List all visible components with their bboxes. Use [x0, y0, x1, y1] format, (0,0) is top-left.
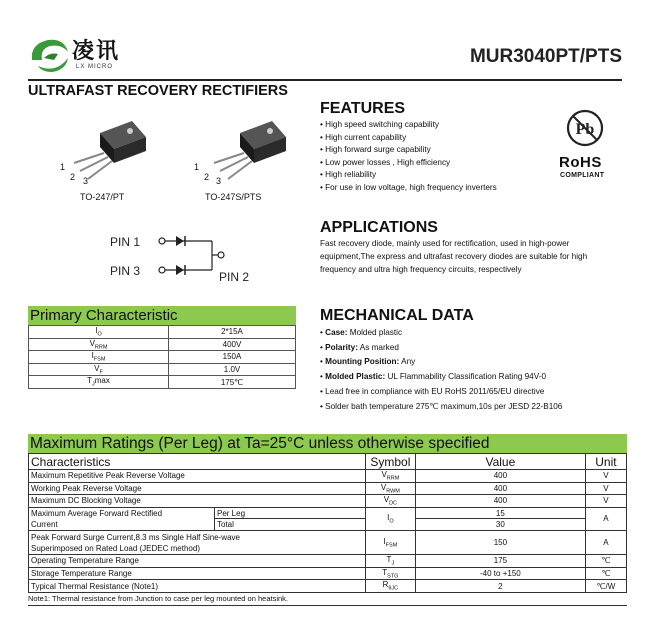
- feature-item: • High current capability: [320, 132, 550, 145]
- feature-item: • For use in low voltage, high frequency inverters: [320, 182, 550, 195]
- pin-number: 1: [60, 162, 66, 172]
- pin3-label: PIN 3: [110, 264, 141, 278]
- pb-symbol: Pb: [575, 121, 595, 138]
- applications-text: Fast recovery diode, mainly used for rectification, used in high-power equipment,The express and ultrafast recovery diodes are suitable for high frequency and ultra high frequency circuits, respectively: [320, 239, 588, 274]
- feature-item: • High speed switching capability: [320, 119, 550, 132]
- ratings-title: Maximum Ratings (Per Leg) at Ta=25°C unless otherwise specified: [28, 434, 627, 453]
- part-number: MUR3040PT/PTS: [469, 46, 622, 67]
- pin2-label: PIN 2: [219, 270, 250, 284]
- table-row: Working Peak Reverse Voltage $V_{RWM}$ 400 V: [29, 482, 627, 495]
- pin-number: 1: [194, 162, 200, 172]
- table-row: Maximum Repetitive Peak Reverse Voltage $V_{RRM}$ 400 V: [29, 470, 627, 483]
- to247s-package-image: [200, 115, 290, 185]
- mechanical-item: • Case: Molded plastic: [320, 326, 630, 341]
- mechanical-item: • Solder bath temperature 275℃ maximum,10s per JESD 22-B106: [320, 400, 630, 415]
- feature-item: • High forward surge capability: [320, 144, 550, 157]
- features-heading: FEATURES: [320, 100, 406, 117]
- table-row: $I_{FSM}$ 150A: [29, 351, 296, 364]
- pb-free-icon: [565, 108, 605, 148]
- table-row: $V_F$ 1.0V: [29, 363, 296, 376]
- table-row: $I_O$ 2*15A: [29, 326, 296, 339]
- logo-text: 凌讯: [72, 38, 121, 64]
- pin1-label: PIN 1: [110, 235, 141, 249]
- maximum-ratings-table: [28, 434, 627, 606]
- rohs-compliant: COMPLIANT: [560, 172, 605, 179]
- header-rule: [28, 79, 622, 81]
- table-row: Current Total 30: [29, 519, 627, 531]
- mechanical-list: [320, 326, 630, 414]
- table-row: Maximum DC Blocking Voltage $V_{DC}$ 400 V: [29, 495, 627, 508]
- mechanical-item: • Lead free in compliance with EU RoHS 2011/65/EU directive: [320, 385, 630, 400]
- table-row: $V_{RRM}$ 400V: [29, 338, 296, 351]
- pin-number: 3: [216, 176, 222, 186]
- pinout-schematic: [150, 228, 225, 278]
- package-label: TO-247S/PTS: [205, 192, 262, 202]
- primary-characteristic-table: [28, 306, 296, 389]
- table-row: Typical Thermal Resistance (Note1) $R_{\theta JC}$ 2 ℃/W: [29, 580, 627, 593]
- table-row: Peak Forward Surge Current,8.3 ms Single Half Sine-wave Superimposed on Rated Load (JEDEC method) $I_{FSM}$ 150 A: [29, 531, 627, 555]
- logo-subtext: LX MICRO: [76, 64, 114, 70]
- mechanical-item: • Molded Plastic: UL Flammability Classification Rating 94V-0: [320, 370, 630, 385]
- feature-item: • Low power losses , High efficiency: [320, 157, 550, 170]
- table-note: Note1: Thermal resistance from Junction to case per leg mounted on heatsink.: [28, 593, 627, 606]
- mechanical-heading: MECHANICAL DATA: [320, 307, 474, 324]
- pin-number: 3: [83, 176, 89, 186]
- table-row: Storage Temperature Range $T_{STG}$ -40 to +150 ℃: [29, 567, 627, 580]
- features-list: [320, 119, 550, 195]
- table-row: Maximum Average Forward Rectified Per Leg $I_O$ 15 A: [29, 507, 627, 519]
- mechanical-item: • Polarity: As marked: [320, 341, 630, 356]
- primary-heading: Primary Characteristic: [28, 306, 296, 325]
- pin-number: 2: [70, 172, 76, 182]
- applications-heading: APPLICATIONS: [320, 219, 438, 236]
- package-label: TO-247/PT: [80, 192, 125, 202]
- rohs-label: RoHS: [559, 154, 602, 171]
- table-row: Operating Temperature Range $T_J$ 175 ℃: [29, 555, 627, 568]
- pin-number: 2: [204, 172, 210, 182]
- document-title: ULTRAFAST RECOVERY RECTIFIERS: [28, 83, 288, 99]
- table-row: $T_J\max$ 175℃: [29, 376, 296, 389]
- mechanical-item: • Mounting Position: Any: [320, 355, 630, 370]
- table-header-row: Characteristics Symbol Value Unit: [29, 454, 627, 470]
- feature-item: • High reliability: [320, 169, 550, 182]
